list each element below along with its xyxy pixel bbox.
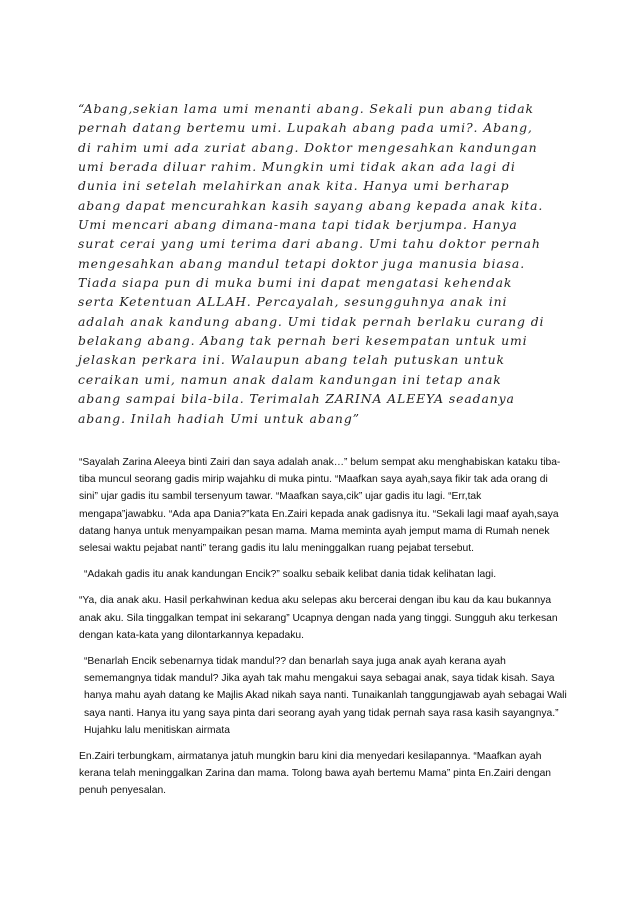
letter-block: “Abang,sekian lama umi menanti abang. Sekali pun abang tidak pernah datang bertemu umi. Lupakah abang pada umi?. Abang, di rahim umi ada zuriat abang. Doktor mengesahkan kandungan umi berada diluar rahim. Mungkin umi tidak akan ada lagi di dunia ini setelah melahirkan anak kita. Hanya umi berharap abang dapat mencurahkan kasih sayang abang kepada anak kita. Umi mencari abang dimana-mana tapi tidak berjumpa. Hanya surat cerai yang umi terima dari abang. Umi tahu doktor pernah mengesahkan abang mandul tetapi doktor juga manusia biasa. Tiada siapa pun di muka bumi ini dapat mengatasi kehendak serta Ketentuan ALLAH. Percayalah, sesungguhnya anak ini adalah anak kandung abang. Umi tidak pernah berlaku curang di belakang abang. Abang tak pernah beri kesempatan untuk umi jelaskan perkara ini. Walaupun abang telah putuskan untuk ceraikan umi, namun anak dalam kandungan ini tetap anak abang sampai bila-bila. Terimalah ZARINA ALEEYA seadanya abang. Inilah hadiah Umi untuk abang” (78, 101, 545, 426)
paragraph: “Adakah gadis itu anak kandungan Encik?” soalku sebaik kelibat dania tidak kelihatan lagi. (84, 569, 497, 581)
paragraph: “Ya, dia anak aku. Hasil perkahwinan kedua aku selepas aku bercerai dengan ibu kau da kau bukannya anak aku. Sila tinggalkan tempat ini sekarang” Ucapnya dengan nada yang tinggi. Sungguh aku terkesan dengan kata-kata yang dilontarkannya kepadaku. (79, 595, 558, 641)
paragraph: “Benarlah Encik sebenarnya tidak mandul?? dan benarlah saya juga anak ayah kerana ayah sememangnya tidak mandul? Jika ayah tak mahu mengakui saya sebagai anak, saya tidak kisah. Saya hanya mahu ayah datang ke Majlis Akad nikah saya nanti. Tunaikanlah tanggungjawab ayah sebagai Wali saya nanti. Hanya itu yang saya pinta dari seorang ayah yang tidak pernah saya rasa kasih sayangnya.” Hujahku lalu menitiskan airmata (84, 656, 567, 736)
story-body (79, 454, 567, 809)
paragraph: En.Zairi terbungkam, airmatanya jatuh mungkin baru kini dia menyedari kesilapannya. “Maafkan ayah kerana telah meninggalkan Zarina dan mama. Tolong bawa ayah bertemu Mama” pinta En.Zairi dengan penuh penyesalan. (79, 751, 552, 797)
paragraph: “Sayalah Zarina Aleeya binti Zairi dan saya adalah anak…” belum sempat aku menghabiskan kataku tiba-tiba muncul seorang gadis mirip wajahku di muka pintu. “Maafkan saya ayah,saya fikir tak ada orang di sini” ujar gadis itu sambil tersenyum tawar. “Maafkan saya,cik” ujar gadis itu lagi. “Err,tak mengapa”jawabku. “Ada apa Dania?”kata En.Zairi kepada anak gadisnya itu. “Sekali lagi maaf ayah,saya datang hanya untuk menyampaikan pesan mama. Mama meminta ayah jemput mama di Rumah nenek selesai waktu pejabat nanti” terang gadis itu lalu meninggalkan ruang pejabat tersebut. (79, 457, 561, 555)
